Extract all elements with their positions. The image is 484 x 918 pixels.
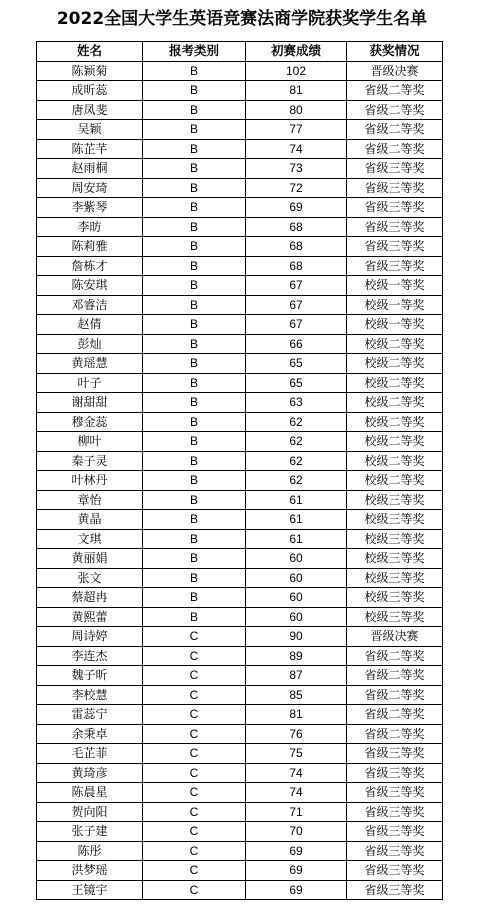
cell-category: C bbox=[143, 646, 246, 666]
cell-award: 省级三等奖 bbox=[347, 783, 443, 803]
cell-score: 75 bbox=[246, 744, 347, 764]
cell-name: 邓睿洁 bbox=[37, 295, 143, 315]
cell-award: 省级二等奖 bbox=[347, 666, 443, 686]
table-row bbox=[37, 276, 443, 296]
cell-award: 省级二等奖 bbox=[347, 705, 443, 725]
cell-score: 70 bbox=[246, 822, 347, 842]
cell-category: B bbox=[143, 549, 246, 569]
cell-name: 陈晨星 bbox=[37, 783, 143, 803]
cell-category: B bbox=[143, 100, 246, 120]
cell-score: 68 bbox=[246, 237, 347, 257]
table-row bbox=[37, 529, 443, 549]
cell-score: 65 bbox=[246, 373, 347, 393]
table-row bbox=[37, 393, 443, 413]
cell-name: 蔡超冉 bbox=[37, 588, 143, 608]
cell-award: 校级一等奖 bbox=[347, 276, 443, 296]
cell-name: 黄丽娟 bbox=[37, 549, 143, 569]
cell-category: B bbox=[143, 159, 246, 179]
cell-category: C bbox=[143, 880, 246, 900]
cell-name: 余秉卓 bbox=[37, 724, 143, 744]
cell-category: B bbox=[143, 217, 246, 237]
table-row bbox=[37, 588, 443, 608]
cell-name: 李紫琴 bbox=[37, 198, 143, 218]
cell-category: B bbox=[143, 568, 246, 588]
cell-name: 雷蕊宁 bbox=[37, 705, 143, 725]
table-row bbox=[37, 822, 443, 842]
cell-score: 77 bbox=[246, 120, 347, 140]
cell-category: C bbox=[143, 685, 246, 705]
cell-award: 省级三等奖 bbox=[347, 880, 443, 900]
table-row bbox=[37, 471, 443, 491]
cell-award: 省级三等奖 bbox=[347, 237, 443, 257]
cell-name: 柳叶 bbox=[37, 432, 143, 452]
cell-score: 71 bbox=[246, 802, 347, 822]
cell-name: 周诗婷 bbox=[37, 627, 143, 647]
cell-category: B bbox=[143, 276, 246, 296]
cell-score: 66 bbox=[246, 334, 347, 354]
cell-category: B bbox=[143, 120, 246, 140]
cell-name: 詹栋才 bbox=[37, 256, 143, 276]
cell-name: 贺向阳 bbox=[37, 802, 143, 822]
cell-award: 省级三等奖 bbox=[347, 763, 443, 783]
cell-category: B bbox=[143, 61, 246, 81]
cell-score: 90 bbox=[246, 627, 347, 647]
cell-category: B bbox=[143, 139, 246, 159]
cell-award: 校级二等奖 bbox=[347, 393, 443, 413]
table-row bbox=[37, 217, 443, 237]
cell-award: 省级三等奖 bbox=[347, 841, 443, 861]
cell-score: 81 bbox=[246, 705, 347, 725]
cell-name: 叶子 bbox=[37, 373, 143, 393]
table-row bbox=[37, 880, 443, 900]
cell-category: C bbox=[143, 666, 246, 686]
cell-award: 校级三等奖 bbox=[347, 490, 443, 510]
cell-name: 赵倩 bbox=[37, 315, 143, 335]
cell-category: B bbox=[143, 510, 246, 530]
cell-name: 李校慧 bbox=[37, 685, 143, 705]
table-row bbox=[37, 237, 443, 257]
table-row bbox=[37, 568, 443, 588]
cell-category: C bbox=[143, 822, 246, 842]
cell-score: 102 bbox=[246, 61, 347, 81]
table-row bbox=[37, 100, 443, 120]
cell-award: 校级三等奖 bbox=[347, 568, 443, 588]
cell-award: 省级三等奖 bbox=[347, 861, 443, 881]
cell-category: B bbox=[143, 432, 246, 452]
table-row bbox=[37, 198, 443, 218]
cell-category: C bbox=[143, 744, 246, 764]
cell-name: 成昕蕊 bbox=[37, 81, 143, 101]
cell-name: 陈芷芊 bbox=[37, 139, 143, 159]
page-title: 2022全国大学生英语竞赛法商学院获奖学生名单 bbox=[56, 9, 428, 29]
cell-name: 叶林丹 bbox=[37, 471, 143, 491]
cell-award: 省级三等奖 bbox=[347, 178, 443, 198]
table-row bbox=[37, 627, 443, 647]
award-table bbox=[36, 41, 443, 900]
cell-score: 62 bbox=[246, 451, 347, 471]
cell-award: 校级三等奖 bbox=[347, 510, 443, 530]
cell-score: 69 bbox=[246, 861, 347, 881]
cell-name: 陈颖菊 bbox=[37, 61, 143, 81]
cell-score: 61 bbox=[246, 510, 347, 530]
table-row bbox=[37, 373, 443, 393]
cell-score: 60 bbox=[246, 607, 347, 627]
cell-score: 81 bbox=[246, 81, 347, 101]
table-row bbox=[37, 705, 443, 725]
cell-category: B bbox=[143, 256, 246, 276]
cell-score: 80 bbox=[246, 100, 347, 120]
cell-score: 87 bbox=[246, 666, 347, 686]
cell-category: B bbox=[143, 373, 246, 393]
cell-name: 章怡 bbox=[37, 490, 143, 510]
cell-score: 89 bbox=[246, 646, 347, 666]
table-body bbox=[37, 61, 443, 900]
cell-category: C bbox=[143, 705, 246, 725]
table-header-row bbox=[37, 42, 443, 62]
cell-name: 黄瑶慧 bbox=[37, 354, 143, 374]
table-row bbox=[37, 607, 443, 627]
cell-category: B bbox=[143, 393, 246, 413]
header-category: 报考类别 bbox=[143, 42, 246, 62]
cell-score: 74 bbox=[246, 763, 347, 783]
cell-category: B bbox=[143, 237, 246, 257]
cell-category: B bbox=[143, 607, 246, 627]
cell-score: 67 bbox=[246, 276, 347, 296]
cell-score: 69 bbox=[246, 880, 347, 900]
table-row bbox=[37, 178, 443, 198]
cell-name: 陈彤 bbox=[37, 841, 143, 861]
cell-award: 省级三等奖 bbox=[347, 217, 443, 237]
cell-category: B bbox=[143, 295, 246, 315]
cell-award: 省级二等奖 bbox=[347, 81, 443, 101]
table-row bbox=[37, 354, 443, 374]
table-row bbox=[37, 451, 443, 471]
cell-score: 68 bbox=[246, 256, 347, 276]
cell-category: B bbox=[143, 412, 246, 432]
cell-category: C bbox=[143, 841, 246, 861]
cell-name: 魏子昕 bbox=[37, 666, 143, 686]
cell-score: 62 bbox=[246, 471, 347, 491]
cell-category: B bbox=[143, 334, 246, 354]
table-row bbox=[37, 646, 443, 666]
table-row bbox=[37, 783, 443, 803]
cell-category: B bbox=[143, 178, 246, 198]
cell-name: 文琪 bbox=[37, 529, 143, 549]
cell-award: 省级三等奖 bbox=[347, 256, 443, 276]
cell-score: 61 bbox=[246, 490, 347, 510]
table-row bbox=[37, 61, 443, 81]
cell-award: 晋级决赛 bbox=[347, 627, 443, 647]
cell-name: 李连杰 bbox=[37, 646, 143, 666]
cell-award: 校级二等奖 bbox=[347, 432, 443, 452]
table-row bbox=[37, 510, 443, 530]
cell-name: 洪梦瑶 bbox=[37, 861, 143, 881]
cell-category: B bbox=[143, 471, 246, 491]
cell-name: 黄熙蕾 bbox=[37, 607, 143, 627]
cell-category: B bbox=[143, 529, 246, 549]
table-row bbox=[37, 412, 443, 432]
cell-category: C bbox=[143, 802, 246, 822]
cell-score: 73 bbox=[246, 159, 347, 179]
cell-category: B bbox=[143, 81, 246, 101]
cell-category: B bbox=[143, 198, 246, 218]
cell-score: 67 bbox=[246, 295, 347, 315]
cell-name: 彭灿 bbox=[37, 334, 143, 354]
cell-award: 省级二等奖 bbox=[347, 139, 443, 159]
cell-category: B bbox=[143, 315, 246, 335]
cell-score: 72 bbox=[246, 178, 347, 198]
cell-name: 陈安琪 bbox=[37, 276, 143, 296]
cell-name: 黄晶 bbox=[37, 510, 143, 530]
cell-category: C bbox=[143, 763, 246, 783]
cell-award: 省级三等奖 bbox=[347, 744, 443, 764]
cell-score: 74 bbox=[246, 783, 347, 803]
cell-award: 校级二等奖 bbox=[347, 471, 443, 491]
table-row bbox=[37, 139, 443, 159]
table-row bbox=[37, 120, 443, 140]
cell-name: 秦子灵 bbox=[37, 451, 143, 471]
cell-category: C bbox=[143, 627, 246, 647]
cell-score: 60 bbox=[246, 588, 347, 608]
cell-category: C bbox=[143, 724, 246, 744]
table-row bbox=[37, 841, 443, 861]
cell-award: 校级二等奖 bbox=[347, 412, 443, 432]
cell-award: 校级三等奖 bbox=[347, 607, 443, 627]
header-score: 初赛成绩 bbox=[246, 42, 347, 62]
cell-score: 76 bbox=[246, 724, 347, 744]
cell-award: 省级三等奖 bbox=[347, 198, 443, 218]
table-row bbox=[37, 295, 443, 315]
cell-award: 省级三等奖 bbox=[347, 159, 443, 179]
table-row bbox=[37, 763, 443, 783]
cell-name: 谢甜甜 bbox=[37, 393, 143, 413]
table-row bbox=[37, 744, 443, 764]
table-row bbox=[37, 432, 443, 452]
cell-category: C bbox=[143, 861, 246, 881]
cell-award: 校级一等奖 bbox=[347, 315, 443, 335]
table-row bbox=[37, 256, 443, 276]
cell-category: C bbox=[143, 783, 246, 803]
cell-name: 赵雨桐 bbox=[37, 159, 143, 179]
cell-name: 张子建 bbox=[37, 822, 143, 842]
cell-award: 校级二等奖 bbox=[347, 334, 443, 354]
cell-score: 65 bbox=[246, 354, 347, 374]
cell-score: 62 bbox=[246, 432, 347, 452]
cell-score: 67 bbox=[246, 315, 347, 335]
cell-category: B bbox=[143, 490, 246, 510]
cell-name: 毛芷菲 bbox=[37, 744, 143, 764]
cell-score: 60 bbox=[246, 549, 347, 569]
cell-award: 晋级决赛 bbox=[347, 61, 443, 81]
cell-award: 校级三等奖 bbox=[347, 529, 443, 549]
cell-name: 王镜宇 bbox=[37, 880, 143, 900]
table-row bbox=[37, 685, 443, 705]
table-row bbox=[37, 549, 443, 569]
table-row bbox=[37, 724, 443, 744]
cell-score: 68 bbox=[246, 217, 347, 237]
cell-award: 校级二等奖 bbox=[347, 373, 443, 393]
cell-score: 63 bbox=[246, 393, 347, 413]
cell-name: 唐凤斐 bbox=[37, 100, 143, 120]
cell-award: 校级三等奖 bbox=[347, 549, 443, 569]
cell-score: 62 bbox=[246, 412, 347, 432]
cell-name: 张文 bbox=[37, 568, 143, 588]
cell-award: 校级三等奖 bbox=[347, 588, 443, 608]
cell-name: 黄琦彦 bbox=[37, 763, 143, 783]
cell-award: 省级二等奖 bbox=[347, 724, 443, 744]
cell-award: 省级二等奖 bbox=[347, 646, 443, 666]
header-name: 姓名 bbox=[37, 42, 143, 62]
table-row bbox=[37, 81, 443, 101]
cell-award: 校级一等奖 bbox=[347, 295, 443, 315]
table-row bbox=[37, 490, 443, 510]
table-row bbox=[37, 159, 443, 179]
table-row bbox=[37, 861, 443, 881]
cell-award: 省级二等奖 bbox=[347, 100, 443, 120]
table-row bbox=[37, 334, 443, 354]
cell-name: 李昉 bbox=[37, 217, 143, 237]
table-row bbox=[37, 666, 443, 686]
table-row bbox=[37, 315, 443, 335]
cell-award: 校级二等奖 bbox=[347, 354, 443, 374]
cell-name: 吴颖 bbox=[37, 120, 143, 140]
cell-score: 69 bbox=[246, 841, 347, 861]
cell-score: 60 bbox=[246, 568, 347, 588]
cell-name: 周安琦 bbox=[37, 178, 143, 198]
cell-name: 穆金蕊 bbox=[37, 412, 143, 432]
cell-category: B bbox=[143, 588, 246, 608]
cell-award: 省级三等奖 bbox=[347, 822, 443, 842]
cell-category: B bbox=[143, 354, 246, 374]
cell-award: 省级三等奖 bbox=[347, 802, 443, 822]
cell-award: 省级二等奖 bbox=[347, 120, 443, 140]
cell-score: 74 bbox=[246, 139, 347, 159]
cell-award: 校级二等奖 bbox=[347, 451, 443, 471]
header-award: 获奖情况 bbox=[347, 42, 443, 62]
cell-score: 61 bbox=[246, 529, 347, 549]
cell-name: 陈莉雅 bbox=[37, 237, 143, 257]
table-row bbox=[37, 802, 443, 822]
cell-category: B bbox=[143, 451, 246, 471]
cell-award: 省级二等奖 bbox=[347, 685, 443, 705]
cell-score: 69 bbox=[246, 198, 347, 218]
cell-score: 85 bbox=[246, 685, 347, 705]
